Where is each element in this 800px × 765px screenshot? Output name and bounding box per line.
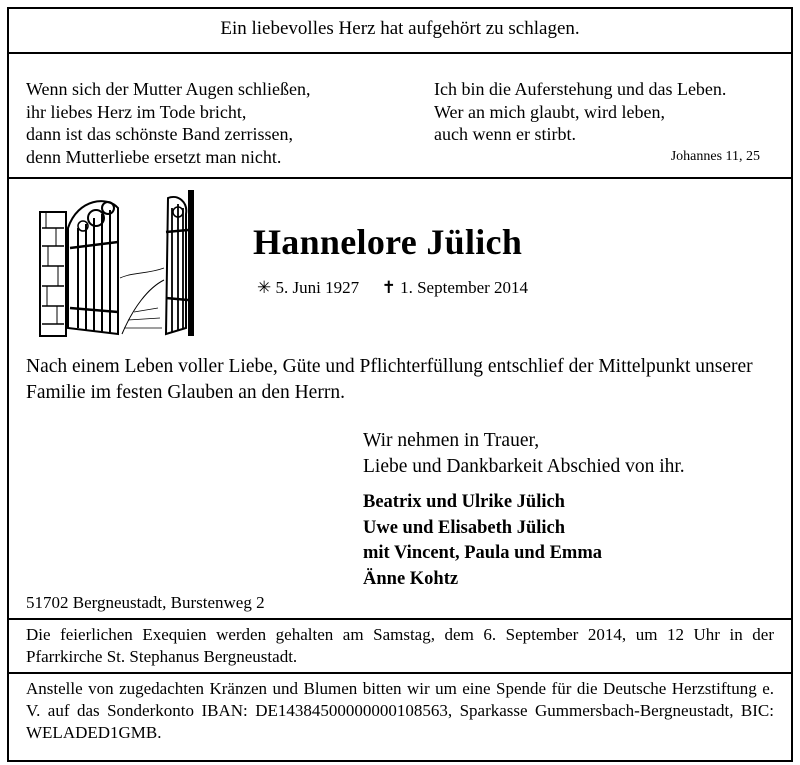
bible-reference: Johannes 11, 25	[670, 149, 760, 164]
cemetery-gate-icon	[38, 188, 196, 338]
tribute-text: Nach einem Leben voller Liebe, Güte und Pflichterfüllung entschlief der Mittelpunkt unserer Familie im festen Glauben an den Herrn.	[26, 356, 753, 403]
divider-middle	[9, 177, 791, 179]
mourner-name: Änne Kohtz	[363, 568, 459, 589]
address: 51702 Bergneustadt, Burstenweg 2	[26, 593, 265, 612]
poem-right-line: Ich bin die Auferstehung und das Leben.	[434, 79, 727, 99]
death-date: 1. September 2014	[400, 278, 529, 297]
headline: Ein liebevolles Herz hat aufgehört zu schlagen.	[220, 18, 580, 39]
mourner-name: mit Vincent, Paula und Emma	[363, 543, 602, 563]
divider-funeral	[9, 618, 791, 620]
closing-line: Liebe und Dankbarkeit Abschied von ihr.	[363, 456, 685, 477]
mourner-name: Uwe und Elisabeth Jülich	[363, 517, 566, 538]
divider-donation	[9, 672, 791, 674]
poem-right-line: Wer an mich glaubt, wird leben,	[434, 101, 665, 122]
closing-text	[363, 428, 685, 480]
poem-left-line: denn Mutterliebe ersetzt man nicht.	[26, 146, 282, 167]
deceased-name: Hannelore Jülich	[253, 222, 523, 262]
donation-info: Anstelle von zugedachten Kränzen und Blumen bitten wir um eine Spende für die Deutsche Herzstiftung e. V. auf das Sonderkonto IBAN: DE14384500000000108563, Sparkasse Gummersbach-Bergneustadt, BIC: WELADED1GMB.	[26, 679, 774, 742]
poem-right-line: auch wenn er stirbt.	[434, 124, 576, 144]
closing-line: Wir nehmen in Trauer,	[363, 430, 540, 451]
mourners-list	[363, 490, 602, 592]
divider-top	[9, 52, 791, 54]
life-dates	[257, 278, 528, 298]
poem-left-line: dann ist das schönste Band zerrissen,	[26, 124, 293, 144]
poem-left-line: ihr liebes Herz im Tode bricht,	[26, 101, 247, 122]
birth-date: 5. Juni 1927	[275, 278, 360, 297]
birth-star-icon: ✳	[257, 278, 272, 297]
death-cross-icon: ✝	[381, 278, 396, 297]
poem-left	[26, 78, 310, 168]
funeral-info: Die feierlichen Exequien werden gehalten am Samstag, dem 6. September 2014, um 12 Uhr in der Pfarrkirche St. Stephanus Bergneustadt.	[26, 625, 774, 666]
mourner-name: Beatrix und Ulrike Jülich	[363, 492, 565, 512]
poem-right	[434, 78, 726, 146]
poem-left-line: Wenn sich der Mutter Augen schließen,	[26, 79, 311, 99]
